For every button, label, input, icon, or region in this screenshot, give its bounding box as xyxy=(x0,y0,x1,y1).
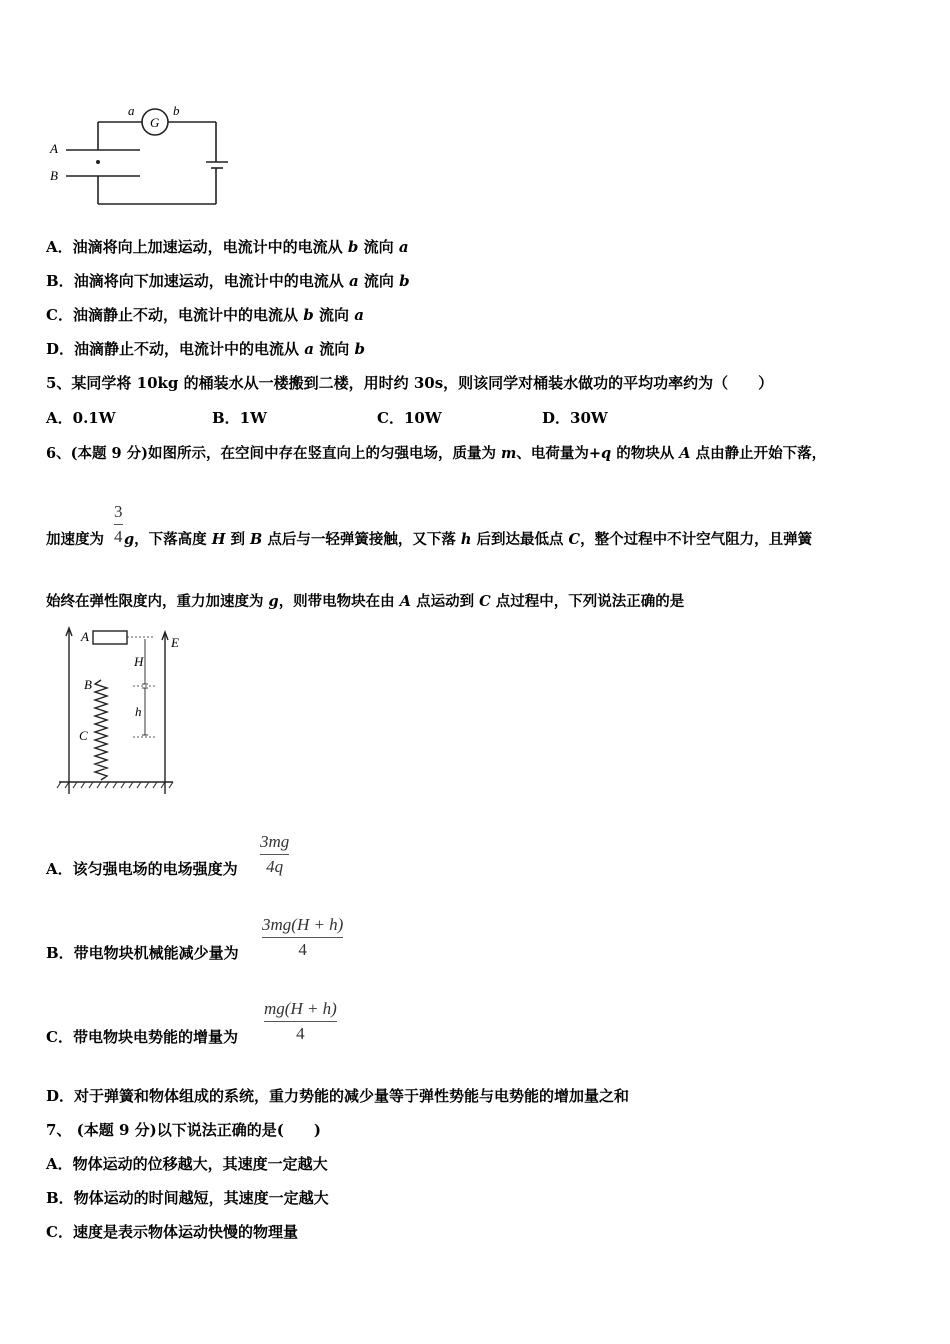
q7-option-a: A．物体运动的位移越大，其速度一定越大 xyxy=(46,1155,328,1173)
spring-field-figure xyxy=(55,622,190,797)
q6-option-b: B．带电物块机械能减少量为 xyxy=(46,944,239,962)
q4-option-a: A．油滴将向上加速运动，电流计中的电流从 b 流向 a xyxy=(46,238,409,256)
plate-a-label: A xyxy=(50,141,58,156)
q6-acceleration-fraction: 3 4 xyxy=(114,502,123,546)
q5-option-d: D．30W xyxy=(542,409,608,427)
q6-stem-line3: 始终在弹性限度内，重力加速度为 g，则带电物块在由 A 点运动到 C 点过程中，下列说法正确的是 xyxy=(46,593,685,610)
q4-option-d: D．油滴静止不动，电流计中的电流从 a 流向 b xyxy=(46,340,365,358)
q7-option-b: B．物体运动的时间越短，其速度一定越大 xyxy=(46,1189,329,1207)
galvanometer-label: G xyxy=(150,115,160,130)
figure-label-h-upper: H xyxy=(134,654,144,669)
terminal-b-label: b xyxy=(173,103,180,118)
q5-option-a: A．0.1W xyxy=(46,409,116,427)
q7-option-c: C．速度是表示物体运动快慢的物理量 xyxy=(46,1223,298,1241)
q6-stem-line1: 6、(本题 9 分)如图所示，在空间中存在竖直向上的匀强电场，质量为 m、电荷量为+q 的物块从 A 点由静止开始下落， xyxy=(46,445,827,462)
q6-option-b-fraction: 3mg(H + h) 4 xyxy=(262,915,344,959)
terminal-a-label: a xyxy=(128,103,135,118)
q6-option-d: D．对于弹簧和物体组成的系统，重力势能的减少量等于弹性势能与电势能的增加量之和 xyxy=(46,1087,630,1105)
q5-stem: 5、某同学将 10kg 的桶装水从一楼搬到二楼，用时约 30s，则该同学对桶装水做功的平均功率约为（ ） xyxy=(46,374,774,392)
figure-label-h-lower: h xyxy=(135,704,142,719)
q6-option-c: C．带电物块电势能的增量为 xyxy=(46,1028,238,1046)
q5-option-c: C．10W xyxy=(377,409,442,427)
q4-option-b: B．油滴将向下加速运动，电流计中的电流从 a 流向 b xyxy=(46,272,410,290)
q7-stem: 7、 (本题 9 分)以下说法正确的是( ) xyxy=(46,1121,321,1139)
figure-label-e: E xyxy=(171,635,179,650)
oil-drop-dot xyxy=(96,160,100,164)
capacitor-circuit-figure xyxy=(40,98,240,210)
figure-label-a: A xyxy=(81,629,89,644)
q6-option-c-fraction: mg(H + h) 4 xyxy=(264,999,337,1043)
plate-b-label: B xyxy=(50,168,58,183)
q5-option-b: B．1W xyxy=(212,409,267,427)
q6-option-a-fraction: 3mg 4q xyxy=(260,832,290,876)
figure-label-b: B xyxy=(84,677,92,692)
figure-label-c: C xyxy=(79,728,88,743)
q6-option-a: A．该匀强电场的电场强度为 xyxy=(46,860,238,878)
q4-option-c: C．油滴静止不动，电流计中的电流从 b 流向 a xyxy=(46,306,364,324)
q6-stem-line2: 加速度为 g，下落高度 H 到 B 点后与一轻弹簧接触，又下落 h 后到达最低点 C，整个过程中不计空气阻力，且弹簧 xyxy=(46,531,813,548)
